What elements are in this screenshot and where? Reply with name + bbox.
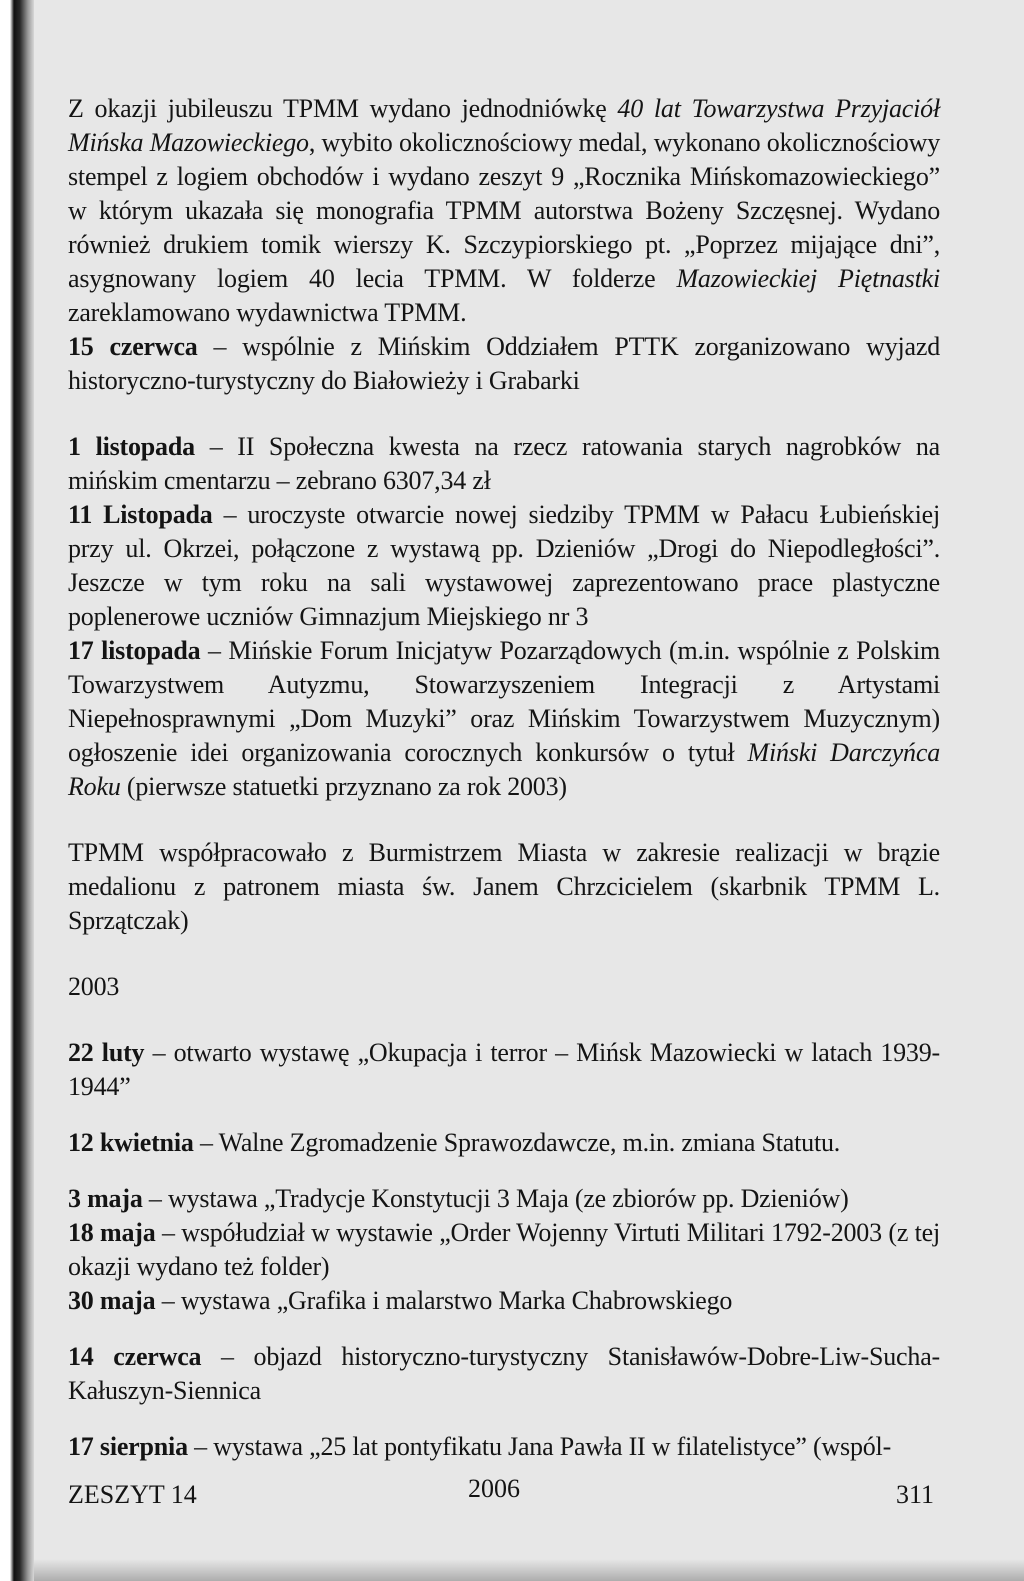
entry-date: 3 maja bbox=[68, 1184, 143, 1213]
folder-title: Mazowieckiej Piętnastki bbox=[676, 264, 940, 293]
entry-text: – wystawa „25 lat pontyfikatu Jana Pawła II w filatelistyce” (wspól- bbox=[187, 1432, 892, 1461]
entry-date: 18 maja bbox=[68, 1218, 156, 1247]
spacer bbox=[68, 398, 940, 430]
entry-item bbox=[68, 1036, 940, 1104]
book-title: 40 lat Towarzystwa Przyjaciół Mińska Mazowieckiego bbox=[68, 94, 940, 157]
cooperation-paragraph: TPMM współpracowało z Burmistrzem Miasta w zakresie realizacji w brązie medalionu z patronem miasta św. Janem Chrzcicielem (skarbnik TPMM L. Sprzątczak) bbox=[68, 838, 940, 935]
issue-label: ZESZYT 14 bbox=[68, 1480, 197, 1509]
entry-text: – wspólnie z Mińskim Oddziałem PTTK zorganizowano wyjazd historyczno-turystyczny do Białowieży i Grabarki bbox=[68, 332, 940, 395]
entry-date: 14 czerwca bbox=[68, 1342, 202, 1371]
award-title: Miński Darczyńca Roku bbox=[68, 738, 940, 801]
entry-text: – Mińskie Forum Inicjatyw Pozarządowych (m.in. wspólnie z Polskim Towarzystwem Autyzmu, Stowarzyszeniem Integracji z Artystami Niepełnosprawnymi „Dom Muzyki” oraz Mińskim Towarzystwem Muzycznym) ogłoszenie idei organizowania corocznych konkursów o tytuł bbox=[68, 636, 940, 767]
spacer bbox=[68, 1160, 940, 1182]
entry-text: – otwarto wystawę „Okupacja i terror – Mińsk Mazowiecki w latach 1939-1944” bbox=[68, 1038, 940, 1101]
entry-text: – wystawa „Grafika i malarstwo Marka Chabrowskiego bbox=[155, 1286, 733, 1315]
entry-item bbox=[68, 1126, 940, 1160]
entry-text: – współudział w wystawie „Order Wojenny Virtuti Militari 1792-2003 (z tej okazji wydano też folder) bbox=[68, 1218, 940, 1281]
entry-text: – uroczyste otwarcie nowej siedziby TPMM w Pałacu Łubieńskiej przy ul. Okrzei, połączone z wystawą pp. Dzieniów „Drogi do Niepodległości”. Jeszcze w tym roku na sali wystawowej zaprezentowano prace plastyczne poplenerowe uczniów Gimnazjum Miejskiego nr 3 bbox=[68, 500, 940, 631]
page-footer bbox=[68, 1474, 940, 1512]
spacer bbox=[68, 938, 940, 970]
entry-date: 1 listopada bbox=[68, 432, 195, 461]
entry-date: 17 listopada bbox=[68, 636, 201, 665]
spacer bbox=[68, 804, 940, 836]
year-heading: 2003 bbox=[68, 972, 120, 1001]
entry-text: – wystawa „Tradycje Konstytucji 3 Maja (ze zbiorów pp. Dzieniów) bbox=[142, 1184, 849, 1213]
entry-text-end: (pierwsze statuetki przyznano za rok 2003) bbox=[120, 772, 567, 801]
entry-date: 22 luty bbox=[68, 1038, 145, 1067]
intro-text: Z okazji jubileuszu TPMM wydano jednodniówkę bbox=[68, 94, 618, 123]
entry-text: – objazd historyczno-turystyczny Stanisławów-Dobre-Liw-Sucha-Kałuszyn-Siennica bbox=[68, 1342, 940, 1405]
entry-item bbox=[68, 634, 940, 804]
entry-item bbox=[68, 330, 940, 398]
entry-date: 30 maja bbox=[68, 1286, 156, 1315]
entry-text: – II Społeczna kwesta na rzecz ratowania starych nagrobków na mińskim cmentarzu – zebrano 6307,34 zł bbox=[68, 432, 940, 495]
year-label: 2006 bbox=[468, 1474, 520, 1503]
entry-item bbox=[68, 1216, 940, 1284]
entry-item bbox=[68, 1340, 940, 1408]
spacer bbox=[68, 1104, 940, 1126]
page-bottom-shadow bbox=[34, 1559, 1024, 1581]
entry-item bbox=[68, 430, 940, 498]
entry-date: 17 sierpnia bbox=[68, 1432, 188, 1461]
intro-paragraph bbox=[68, 92, 940, 330]
page-body bbox=[68, 92, 940, 1464]
entry-item bbox=[68, 1284, 940, 1318]
intro-text-end: zareklamowano wydawnictwa TPMM. bbox=[68, 298, 467, 327]
page-number: 311 bbox=[895, 1480, 934, 1509]
entry-item bbox=[68, 1182, 940, 1216]
spacer bbox=[68, 1318, 940, 1340]
spacer bbox=[68, 1004, 940, 1036]
entry-date: 15 czerwca bbox=[68, 332, 198, 361]
book-spine-shadow bbox=[0, 0, 34, 1581]
intro-text-continued: , wybito okolicznościowy medal, wykonano okolicznościowy stempel z logiem obchodów i wydano zeszyt 9 „Rocznika Mińskomazowieckiego” w którym ukazała się monografia TPMM autorstwa Bożeny Szczęsnej. Wydano również drukiem tomik wierszy K. Szczypiorskiego pt. „Poprzez mijające dni”, asygnowany logiem 40 lecia TPMM. W folderze bbox=[68, 128, 940, 293]
entry-text: – Walne Zgromadzenie Sprawozdawcze, m.in. zmiana Statutu. bbox=[193, 1128, 841, 1157]
entry-date: 11 Listopada bbox=[68, 500, 213, 529]
entry-date: 12 kwietnia bbox=[68, 1128, 194, 1157]
entry-item bbox=[68, 1430, 940, 1464]
entry-item bbox=[68, 498, 940, 634]
spacer bbox=[68, 1408, 940, 1430]
